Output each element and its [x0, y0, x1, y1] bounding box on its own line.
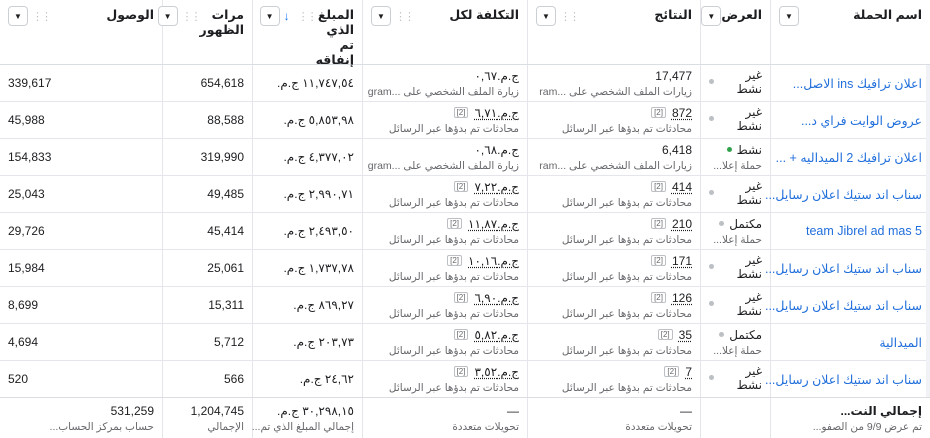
reach-cell — [0, 65, 162, 101]
footer-cost-value: — — [507, 403, 519, 418]
cost-sub: محادثات تم بدؤها عبر الرسائل — [388, 381, 519, 394]
results-value[interactable]: 171 — [671, 253, 692, 268]
reach-value: 154,833 — [8, 150, 52, 164]
amount-spent-value: ١١,٧٤٧,٥٤ ج.م. — [277, 76, 354, 90]
column-header-reach[interactable] — [0, 0, 162, 64]
header-label-status: العرض — [721, 8, 762, 22]
table-row[interactable] — [0, 324, 930, 361]
cost-value[interactable]: ج.م.١١,٨٧ — [468, 216, 519, 231]
campaign-name-cell — [770, 324, 930, 360]
results-value[interactable]: 6,418 — [661, 142, 692, 157]
results-value[interactable]: 35 — [678, 327, 692, 342]
status-dot-icon — [709, 190, 714, 195]
reach-cell — [0, 361, 162, 397]
campaign-name-cell — [764, 250, 930, 286]
impressions-value: 319,990 — [200, 150, 244, 164]
results-sub: محادثات تم بدؤها عبر الرسائل — [561, 270, 692, 283]
amount-spent-cell — [252, 65, 362, 101]
amount-spent-cell — [252, 250, 362, 286]
status-text: مكتمل — [729, 216, 762, 231]
amount-spent-value: ٤,٣٧٧,٠٢ ج.م. — [283, 150, 354, 164]
campaign-name-link[interactable]: سناب اند ستيك اعلان رسايل... — [764, 187, 922, 202]
amount-spent-cell — [252, 139, 362, 175]
drag-handle-icon[interactable]: ⋮⋮ — [395, 10, 413, 23]
results-value[interactable]: 126 — [671, 290, 692, 305]
delivery-status-cell — [700, 139, 770, 175]
campaign-name-cell — [770, 102, 930, 138]
amount-spent-cell — [252, 176, 362, 212]
status-dot-icon — [709, 116, 714, 121]
drag-handle-icon[interactable]: ⋮⋮ — [181, 10, 200, 23]
results-sub: محادثات تم بدؤها عبر الرسائل — [561, 196, 692, 209]
delivery-status-cell — [700, 361, 770, 397]
header-label-spent: المبلغ الذي تم إنفاقه — [315, 8, 354, 67]
table-row[interactable] — [0, 287, 930, 324]
footer-spent-value: ٣٠,٢٩٨,١٥ ج.م. — [277, 403, 354, 418]
reach-cell — [0, 213, 162, 249]
campaign-name-cell — [770, 213, 930, 249]
impressions-value: 88,588 — [207, 113, 244, 127]
impressions-cell — [162, 250, 252, 286]
table-row[interactable] — [0, 361, 930, 398]
header-label-results: النتائج — [654, 8, 692, 22]
amount-spent-value: ٢,٤٩٣,٥٠ ج.م. — [283, 224, 354, 238]
results-value[interactable]: 17,477 — [655, 68, 692, 83]
chevron-down-icon[interactable]: ▼ — [779, 6, 799, 26]
header-label-name: اسم الحملة — [853, 8, 922, 22]
impressions-cell — [162, 65, 252, 101]
footer-reach-cell — [0, 398, 162, 438]
results-cell — [527, 213, 700, 249]
reach-cell — [0, 324, 162, 360]
cost-per-result-cell — [362, 324, 527, 360]
footer-total-label: إجمالي النت... — [840, 403, 922, 418]
results-value[interactable]: 414 — [671, 179, 692, 194]
cost-value[interactable]: ج.م.٠,٦٨ — [474, 142, 519, 157]
cost-per-result-cell — [362, 213, 527, 249]
status-sub: حملة إعلا... — [713, 159, 762, 172]
reach-cell — [0, 102, 162, 138]
drag-handle-icon[interactable]: ⋮⋮ — [560, 10, 578, 23]
cost-value[interactable]: ج.م.٥,٨٢ — [474, 327, 519, 342]
footer-results-value: — — [680, 403, 692, 418]
header-label-reach: الوصول — [106, 8, 154, 22]
table-row[interactable] — [0, 139, 930, 176]
info-badge-icon: [2] — [651, 181, 666, 192]
amount-spent-value: ٢٤,٦٢ ج.م. — [299, 372, 354, 386]
cost-sub: محادثات تم بدؤها عبر الرسائل — [388, 270, 519, 283]
status-dot-icon — [719, 221, 724, 226]
amount-spent-cell — [252, 324, 362, 360]
results-cell — [527, 139, 700, 175]
amount-spent-value: ٥,٨٥٣,٩٨ ج.م. — [283, 113, 354, 127]
impressions-cell — [162, 361, 252, 397]
delivery-status-cell — [700, 250, 770, 286]
amount-spent-value: ٢٠٣,٧٣ ج.م. — [293, 335, 354, 349]
cost-value[interactable]: ج.م.٦,٧١ — [474, 105, 519, 120]
info-badge-icon: [2] — [447, 255, 462, 266]
status-dot-icon — [727, 147, 732, 152]
chevron-down-icon[interactable]: ▼ — [536, 6, 556, 26]
table-row[interactable] — [0, 102, 930, 139]
footer-name-cell — [770, 398, 930, 438]
campaign-name-link[interactable]: سناب اند ستيك اعلان رسايل... — [764, 261, 922, 276]
delivery-status-cell — [700, 287, 770, 323]
column-header-spent[interactable] — [252, 0, 362, 67]
info-badge-icon: [2] — [664, 366, 679, 377]
cost-per-result-cell — [362, 361, 527, 397]
cost-per-result-cell — [362, 250, 527, 286]
footer-impressions-sub: الإجمالي — [207, 420, 244, 433]
results-cell — [527, 176, 700, 212]
footer-impressions-cell — [162, 398, 252, 438]
footer-spent-sub: إجمالي المبلغ الذي تم... — [251, 420, 354, 433]
cost-sub: محادثات تم بدؤها عبر الرسائل — [388, 307, 519, 320]
delivery-status-cell — [700, 176, 770, 212]
table-row[interactable] — [0, 176, 930, 213]
campaign-name-cell — [764, 176, 930, 212]
table-row[interactable] — [0, 213, 930, 250]
campaign-name-link[interactable]: سناب اند ستيك اعلان رسايل... — [764, 372, 922, 387]
footer-reach-value: 531,259 — [110, 403, 154, 418]
table-row[interactable] — [0, 65, 930, 102]
amount-spent-cell — [252, 213, 362, 249]
info-badge-icon: [2] — [454, 107, 469, 118]
status-sub: حملة إعلا... — [713, 344, 762, 357]
info-badge-icon: [2] — [447, 218, 462, 229]
cost-value[interactable]: ج.م.١٠,١٦ — [468, 253, 519, 268]
status-text: غير نشط — [736, 178, 762, 207]
header-label-impressions: مرات الظهور — [199, 8, 244, 37]
reach-cell — [0, 139, 162, 175]
sort-arrow-icon[interactable]: ↓ — [283, 9, 290, 23]
cost-value[interactable]: ج.م.٣,٥٢ — [474, 364, 519, 379]
column-header-cost[interactable] — [362, 0, 527, 64]
impressions-value: 25,061 — [207, 261, 244, 275]
status-dot-icon — [709, 264, 714, 269]
chevron-down-icon[interactable]: ▼ — [8, 6, 28, 26]
results-value[interactable]: 210 — [671, 216, 692, 231]
footer-cost-cell — [362, 398, 527, 438]
results-sub: محادثات تم بدؤها عبر الرسائل — [561, 307, 692, 320]
footer-rows-shown: تم عرض 9/9 من الصفو... — [812, 420, 922, 433]
results-cell — [527, 250, 700, 286]
status-text: غير نشط — [736, 104, 762, 133]
impressions-cell — [162, 102, 252, 138]
campaign-name-cell — [770, 65, 930, 101]
results-value[interactable]: 872 — [671, 105, 692, 120]
reach-value: 8,699 — [8, 298, 39, 312]
footer-impressions-value: 1,204,745 — [190, 403, 244, 418]
impressions-cell — [162, 287, 252, 323]
campaign-name-cell — [764, 361, 930, 397]
results-cell — [527, 361, 700, 397]
status-dot-icon — [709, 79, 714, 84]
impressions-cell — [162, 139, 252, 175]
drag-handle-icon[interactable]: ⋮⋮ — [32, 10, 50, 23]
amount-spent-cell — [252, 361, 362, 397]
reach-value: 520 — [8, 372, 29, 386]
campaign-name-link[interactable]: سناب اند ستيك اعلان رسايل... — [764, 298, 922, 313]
amount-spent-value: ٨٦٩,٢٧ ج.م. — [293, 298, 354, 312]
chevron-down-icon[interactable]: ▼ — [371, 6, 391, 26]
delivery-status-cell — [700, 213, 770, 249]
delivery-status-cell — [700, 65, 770, 101]
impressions-value: 49,485 — [207, 187, 244, 201]
results-cell — [527, 287, 700, 323]
column-header-status[interactable] — [700, 0, 770, 64]
results-sub: محادثات تم بدؤها عبر الرسائل — [561, 381, 692, 394]
reach-value: 29,726 — [8, 224, 45, 238]
reach-value: 339,617 — [8, 76, 52, 90]
cost-sub: زيارة الملف الشخصي على ...gram — [367, 85, 519, 98]
drag-handle-icon[interactable]: ⋮⋮ — [297, 10, 316, 23]
impressions-value: 5,712 — [213, 335, 244, 349]
status-text: غير نشط — [736, 252, 762, 281]
chevron-down-icon[interactable]: ▼ — [158, 6, 178, 26]
footer-results-cell — [527, 398, 700, 438]
column-header-name[interactable] — [770, 0, 930, 64]
cost-per-result-cell — [362, 139, 527, 175]
info-badge-icon: [2] — [454, 181, 469, 192]
results-sub: زيارات الملف الشخصي على ...ram — [539, 159, 692, 172]
cost-sub: محادثات تم بدؤها عبر الرسائل — [388, 233, 519, 246]
results-cell — [527, 324, 700, 360]
status-dot-icon — [719, 332, 724, 337]
impressions-cell — [162, 324, 252, 360]
info-badge-icon: [2] — [651, 292, 666, 303]
reach-cell — [0, 176, 162, 212]
footer-status-cell — [700, 398, 770, 438]
status-text: غير نشط — [736, 67, 762, 96]
chevron-down-icon[interactable]: ▼ — [701, 6, 721, 26]
footer-spent-cell — [252, 398, 362, 438]
status-sub: حملة إعلا... — [713, 233, 762, 246]
amount-spent-cell — [252, 102, 362, 138]
campaign-name-link[interactable]: اعلان ترافيك ins الاصل... — [792, 76, 922, 91]
status-text: نشط — [736, 142, 762, 157]
chevron-down-icon[interactable]: ▼ — [260, 6, 280, 26]
campaign-name-link[interactable]: عروض الوايت فراي د... — [800, 113, 922, 128]
reach-value: 45,988 — [8, 113, 45, 127]
results-sub: زيارات الملف الشخصي على ...ram — [539, 85, 692, 98]
column-header-results[interactable] — [527, 0, 700, 64]
info-badge-icon: [2] — [651, 255, 666, 266]
results-cell — [527, 65, 700, 101]
campaign-name-link[interactable]: اعلان ترافيك 2 الميداليه + ... — [775, 150, 922, 165]
status-text: غير نشط — [736, 363, 762, 392]
table-row[interactable] — [0, 250, 930, 287]
cost-sub: محادثات تم بدؤها عبر الرسائل — [388, 344, 519, 357]
impressions-cell — [162, 176, 252, 212]
reach-cell — [0, 250, 162, 286]
cost-sub: زيارة الملف الشخصي على ...gram — [367, 159, 519, 172]
impressions-value: 15,311 — [208, 298, 244, 312]
info-badge-icon: [2] — [454, 329, 469, 340]
info-badge-icon: [2] — [454, 292, 469, 303]
info-badge-icon: [2] — [651, 107, 666, 118]
cost-value[interactable]: ج.م.٦,٩٠ — [474, 290, 519, 305]
status-text: غير نشط — [736, 289, 762, 318]
campaign-name-link[interactable]: team Jibrel ad mas 5 — [805, 224, 922, 238]
info-badge-icon: [2] — [651, 218, 666, 229]
vertical-scrollbar[interactable] — [926, 65, 930, 397]
header-label-cost: التكلفة لكل — [449, 8, 519, 22]
amount-spent-cell — [252, 287, 362, 323]
campaign-name-link[interactable]: الميدالية — [879, 335, 922, 350]
cost-per-result-cell — [362, 102, 527, 138]
delivery-status-cell — [700, 102, 770, 138]
results-cell — [527, 102, 700, 138]
column-header-impressions[interactable] — [162, 0, 252, 64]
impressions-value: 654,618 — [200, 76, 244, 90]
footer-results-sub: تحويلات متعددة — [625, 420, 692, 433]
cost-sub: محادثات تم بدؤها عبر الرسائل — [388, 196, 519, 209]
cost-per-result-cell — [362, 176, 527, 212]
impressions-value: 566 — [223, 372, 244, 386]
reach-value: 4,694 — [8, 335, 39, 349]
campaign-name-cell — [770, 139, 930, 175]
impressions-cell — [162, 213, 252, 249]
reach-value: 25,043 — [8, 187, 45, 201]
cost-sub: محادثات تم بدؤها عبر الرسائل — [388, 122, 519, 135]
delivery-status-cell — [700, 324, 770, 360]
impressions-value: 45,414 — [207, 224, 244, 238]
footer-cost-sub: تحويلات متعددة — [452, 420, 519, 433]
reach-value: 15,984 — [8, 261, 45, 275]
cost-value[interactable]: ج.م.٠,٦٧ — [474, 68, 519, 83]
table-header — [0, 0, 930, 65]
amount-spent-value: ٢,٩٩٠,٧١ ج.م. — [283, 187, 354, 201]
cost-value[interactable]: ج.م.٧,٢٢ — [474, 179, 519, 194]
results-sub: محادثات تم بدؤها عبر الرسائل — [561, 344, 692, 357]
table-footer-totals — [0, 397, 930, 438]
info-badge-icon: [2] — [658, 329, 673, 340]
results-value[interactable]: 7 — [685, 364, 692, 379]
cost-per-result-cell — [362, 287, 527, 323]
status-dot-icon — [709, 375, 714, 380]
cost-per-result-cell — [362, 65, 527, 101]
info-badge-icon: [2] — [454, 366, 469, 377]
results-sub: محادثات تم بدؤها عبر الرسائل — [561, 122, 692, 135]
campaign-name-cell — [764, 287, 930, 323]
footer-reach-sub: حساب بمركز الحساب... — [49, 420, 154, 433]
status-text: مكتمل — [729, 327, 762, 342]
status-dot-icon — [709, 301, 714, 306]
reach-cell — [0, 287, 162, 323]
results-sub: محادثات تم بدؤها عبر الرسائل — [561, 233, 692, 246]
amount-spent-value: ١,٧٣٧,٧٨ ج.م. — [283, 261, 354, 275]
